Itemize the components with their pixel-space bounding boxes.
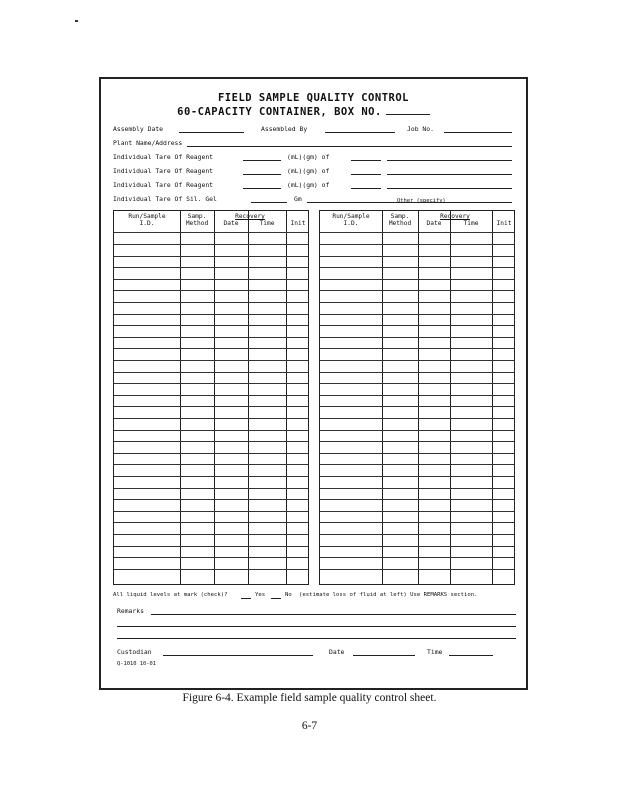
- time-field[interactable]: [449, 655, 493, 656]
- table-row-line: [114, 546, 308, 547]
- no-check-field[interactable]: [271, 598, 281, 599]
- table-row-line: [114, 395, 308, 396]
- table-row-line: [114, 337, 308, 338]
- tare-unit-3: (mL)(gm) of: [287, 181, 330, 189]
- plant-label: Plant Name/Address: [113, 139, 183, 147]
- table-row-line: [114, 279, 308, 280]
- form-subtitle-text: 60-CAPACITY CONTAINER, BOX NO.: [177, 106, 382, 118]
- table-row-line: [320, 348, 514, 349]
- job-no-field[interactable]: [444, 132, 512, 133]
- table-row-line: [114, 418, 308, 419]
- quality-control-form: [99, 77, 528, 690]
- liquid-levels-label: All liquid levels at mark (check)?: [113, 592, 228, 598]
- table-row-line: [320, 279, 514, 280]
- no-label: No: [285, 592, 292, 598]
- table-row-line: [320, 453, 514, 454]
- tare-reagent-field-1b[interactable]: [387, 160, 512, 161]
- figure-caption: Figure 6-4. Example field sample quality control sheet.: [182, 692, 437, 704]
- form-subtitle: [91, 106, 516, 118]
- table-row-line: [114, 430, 308, 431]
- assembly-date-label: Assembly Date: [113, 125, 164, 133]
- assembly-date-field[interactable]: [179, 132, 244, 133]
- tare-reagent-field-1a[interactable]: [351, 160, 381, 161]
- silica-gel-unit: Gm: [294, 195, 302, 203]
- table-row-line: [114, 569, 308, 570]
- table-row-line: [320, 499, 514, 500]
- table-row-line: [114, 499, 308, 500]
- table-row-line: [114, 267, 308, 268]
- table-row-line: [114, 441, 308, 442]
- custodian-label: Custodian: [117, 648, 152, 656]
- table-row-line: [320, 302, 514, 303]
- tare-reagent-field-2b[interactable]: [387, 174, 512, 175]
- table-row-line: [114, 290, 308, 291]
- box-no-field[interactable]: [386, 114, 430, 115]
- tare-reagent-field-2a[interactable]: [351, 174, 381, 175]
- yes-label: Yes: [255, 592, 266, 598]
- table-row-line: [320, 325, 514, 326]
- hdr-init-left: Init: [290, 220, 306, 227]
- table-row-line: [114, 325, 308, 326]
- table-row-line: [114, 464, 308, 465]
- other-specify-label: Other (specify): [397, 198, 446, 204]
- table-row-line: [320, 476, 514, 477]
- table-row-line: [114, 256, 308, 257]
- assembled-by-label: Assembled By: [261, 125, 308, 133]
- table-row-line: [114, 511, 308, 512]
- table-row-line: [114, 488, 308, 489]
- table-row-line: [320, 418, 514, 419]
- hdr-samp-right: Samp.: [390, 213, 410, 220]
- tare-label-3: Individual Tare Of Reagent: [113, 181, 214, 189]
- right-log-table: [319, 210, 515, 585]
- hdr-time-right: Time: [463, 220, 479, 227]
- date-label: Date: [329, 648, 345, 656]
- table-row-line: [114, 348, 308, 349]
- tare-field-2[interactable]: [243, 174, 281, 175]
- tare-unit-1: (mL)(gm) of: [287, 153, 330, 161]
- form-title: FIELD SAMPLE QUALITY CONTROL: [217, 92, 409, 104]
- tare-reagent-field-3b[interactable]: [387, 188, 512, 189]
- hdr-method-right: Method: [388, 220, 412, 227]
- table-row-line: [320, 464, 514, 465]
- custodian-field[interactable]: [163, 655, 313, 656]
- table-row-line: [320, 314, 514, 315]
- table-row-line: [320, 430, 514, 431]
- hdr-date-left: Date: [223, 220, 239, 227]
- hdr-id-right: I.D.: [343, 220, 359, 227]
- table-row-line: [320, 267, 514, 268]
- table-row-line: [320, 372, 514, 373]
- left-log-table: [113, 210, 309, 585]
- table-row-line: [114, 534, 308, 535]
- table-row-line: [114, 557, 308, 558]
- table-row-line: [114, 372, 308, 373]
- table-row-line: [114, 476, 308, 477]
- table-row-line: [320, 441, 514, 442]
- remarks-label: Remarks: [117, 607, 144, 615]
- remarks-line-1[interactable]: [151, 614, 516, 615]
- tare-label-2: Individual Tare Of Reagent: [113, 167, 214, 175]
- hdr-run-left: Run/Sample: [128, 213, 166, 220]
- table-row-line: [320, 534, 514, 535]
- table-row-line: [114, 406, 308, 407]
- job-no-label: Job No.: [407, 125, 434, 133]
- scan-mark: [75, 20, 78, 22]
- assembled-by-field[interactable]: [325, 132, 395, 133]
- tare-field-3[interactable]: [243, 188, 281, 189]
- date-field[interactable]: [353, 655, 415, 656]
- hdr-recovery-left: Recovery: [235, 213, 265, 220]
- table-row-line: [320, 406, 514, 407]
- time-label: Time: [427, 648, 443, 656]
- liquid-note: (estimate loss of fluid at left) Use REMARKS section.: [299, 592, 478, 598]
- table-row-line: [320, 522, 514, 523]
- silica-gel-label: Individual Tare Of Sil. Gel: [113, 195, 217, 203]
- table-row-line: [320, 488, 514, 489]
- plant-field[interactable]: [187, 146, 512, 147]
- hdr-id-left: I.D.: [139, 220, 155, 227]
- hdr-method-left: Method: [185, 220, 209, 227]
- form-code: Q-1010 10-01: [117, 661, 156, 667]
- table-row-line: [114, 522, 308, 523]
- table-row-line: [320, 569, 514, 570]
- yes-check-field[interactable]: [241, 598, 251, 599]
- table-row-line: [320, 511, 514, 512]
- table-row-line: [320, 256, 514, 257]
- remarks-line-3[interactable]: [117, 638, 516, 639]
- tare-unit-2: (mL)(gm) of: [287, 167, 330, 175]
- table-row-line: [320, 290, 514, 291]
- silica-gel-field[interactable]: [251, 202, 287, 203]
- table-row-line: [114, 302, 308, 303]
- tare-reagent-field-3a[interactable]: [351, 188, 381, 189]
- table-row-line: [114, 314, 308, 315]
- hdr-recovery-right: Recovery: [440, 213, 470, 220]
- table-row-line: [320, 360, 514, 361]
- remarks-line-2[interactable]: [117, 626, 516, 627]
- table-row-line: [320, 244, 514, 245]
- table-row-line: [320, 546, 514, 547]
- hdr-time-left: Time: [259, 220, 275, 227]
- tare-field-1[interactable]: [243, 160, 281, 161]
- table-row-line: [114, 383, 308, 384]
- table-row-line: [114, 360, 308, 361]
- table-row-line: [114, 453, 308, 454]
- table-row-line: [114, 244, 308, 245]
- hdr-date-right: Date: [426, 220, 442, 227]
- table-row-line: [320, 395, 514, 396]
- hdr-init-right: Init: [496, 220, 512, 227]
- hdr-run-right: Run/Sample: [332, 213, 370, 220]
- table-row-line: [320, 557, 514, 558]
- tare-label-1: Individual Tare Of Reagent: [113, 153, 214, 161]
- table-row-line: [320, 337, 514, 338]
- table-row-line: [320, 383, 514, 384]
- hdr-samp-left: Samp.: [187, 213, 207, 220]
- page-number: 6-7: [301, 720, 318, 732]
